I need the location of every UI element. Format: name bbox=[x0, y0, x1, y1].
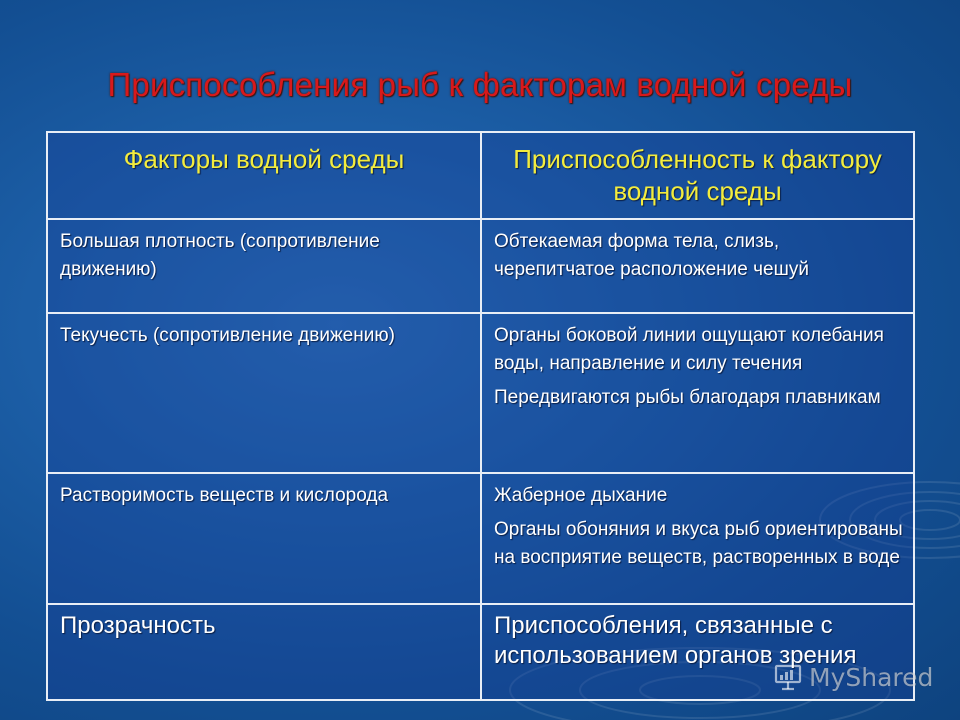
adaptation-text: Обтекаемая форма тела, слизь, черепитчатое расположение чешуй bbox=[494, 231, 809, 280]
factor-cell: Прозрачность bbox=[47, 604, 481, 700]
watermark-text: MyShared bbox=[809, 662, 934, 692]
factor-cell: Текучесть (сопротивление движению) bbox=[47, 313, 481, 473]
slide-title: Приспособления рыб к факторам водной среды bbox=[107, 66, 853, 103]
factor-cell: Большая плотность (сопротивление движению) bbox=[47, 219, 481, 313]
table-header-row bbox=[47, 132, 914, 219]
table-row bbox=[47, 219, 914, 313]
table-row bbox=[47, 473, 914, 604]
factor-cell: Растворимость веществ и кислорода bbox=[47, 473, 481, 604]
adaptation-text: Передвигаются рыбы благодаря плавникам bbox=[494, 387, 881, 408]
adaptation-text: Жаберное дыхание bbox=[494, 485, 668, 506]
presentation-board-icon bbox=[773, 662, 803, 692]
adaptation-text: Приспособления, связанные с использованием органов зрения bbox=[494, 612, 857, 669]
factors-table bbox=[46, 131, 915, 701]
adaptation-text: Органы боковой линии ощущают колебания воды, направление и силу течения bbox=[494, 325, 884, 374]
adaptation-cell bbox=[481, 219, 914, 313]
adaptation-cell bbox=[481, 473, 914, 604]
watermark bbox=[773, 660, 933, 694]
table-row bbox=[47, 313, 914, 473]
header-adaptation: Приспособленность к фактору водной среды bbox=[481, 132, 914, 219]
header-factors: Факторы водной среды bbox=[47, 132, 481, 219]
adaptation-text: Органы обоняния и вкуса рыб ориентированы на восприятие веществ, растворенных в воде bbox=[494, 519, 903, 568]
adaptation-cell bbox=[481, 313, 914, 473]
